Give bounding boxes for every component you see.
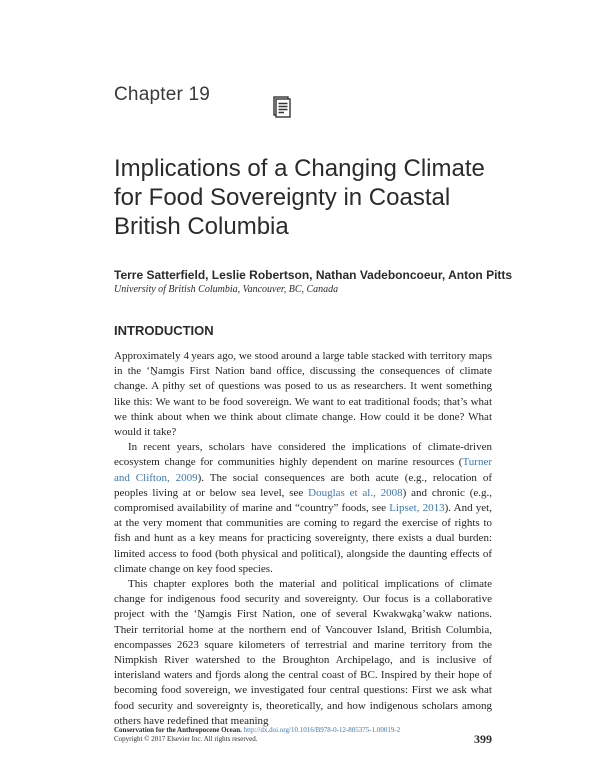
paragraph-2-text: ). The social consequences are both acute (e.g., relocation of peoples living at or below sea level, see	[114, 471, 492, 499]
book-title: Conservation for the Anthropocene Ocean.	[114, 726, 242, 734]
paragraph-2	[114, 440, 492, 577]
citation-link[interactable]: Douglas et al., 2008	[308, 486, 403, 499]
doi-link[interactable]: http://dx.doi.org/10.1016/B978-0-12-805375-1.00019-2	[243, 726, 401, 734]
paragraph-2-text: In recent years, scholars have considered the implications of climate-driven ecosystem change for communities highly dependent on marine resources (	[114, 441, 492, 469]
paragraph-2-text: ). And yet, at the very moment that communities are coming to regard the exercise of rights to fish and hunt as a key means for practicing sovereignty, there exists a dual burden: limited access to food (both physical and political), alongside the daunting effects of climate change on key food species.	[114, 502, 492, 575]
authors: Terre Satterfield, Leslie Robertson, Nathan Vadeboncoeur, Anton Pitts	[114, 268, 513, 282]
section-heading: INTRODUCTION	[114, 323, 214, 338]
page-number: 399	[474, 732, 492, 746]
chapter-label: Chapter 19	[114, 84, 211, 105]
affiliation: University of British Columbia, Vancouver, BC, Canada	[114, 284, 339, 295]
paragraph-3: This chapter explores both the material and political implications of climate change for indigenous food security and sovereignty. Our focus is a collaborative project with the ‘Ṉamgis First Nation, one of several Kwakwa̱ka̱’wakw nations. Their territorial home at the northern end of Vancouver Island, British Columbia, encompasses 2623 square kilometers of terrestrial and marine territory from the Nimpkish River watershed to the Broughton Archipelago, and is inclusive of interisland waters and fjords along the central coast of BC. Inspired by their hope of becoming food sovereign, we investigated four central questions: First we ask what food security and sovereignty is, theoretically, and how indigenous scholars among others have redefined that meaning	[114, 578, 492, 727]
body-text	[114, 349, 492, 729]
paragraph-1: Approximately 4 years ago, we stood around a large table stacked with territory maps in the ‘Ṉamgis First Nation band office, discussing the consequences of climate change. A pithy set of questions was posed to us as researchers. It went something like this: We want to be food sovereign. We want to eat traditional foods; that’s what we think about when we think about climate change. How could it be done? What would it take?	[114, 350, 492, 439]
citation-link[interactable]: Turner and Clifton, 2009	[114, 456, 492, 484]
page-footer	[114, 726, 492, 744]
copyright: Copyright © 2017 Elsevier Inc. All rights reserved.	[114, 735, 258, 743]
footer-citation	[114, 726, 492, 735]
chapter-title: Implications of a Changing Climate for Food Sovereignty in Coastal British Columbia	[114, 155, 485, 240]
paragraph-2-text: ) and chronic (e.g., compromised availability of marine and “country” foods, see	[114, 486, 492, 515]
citation-link[interactable]: Lipset, 2013	[389, 502, 445, 515]
notes-document-icon[interactable]	[273, 96, 291, 118]
